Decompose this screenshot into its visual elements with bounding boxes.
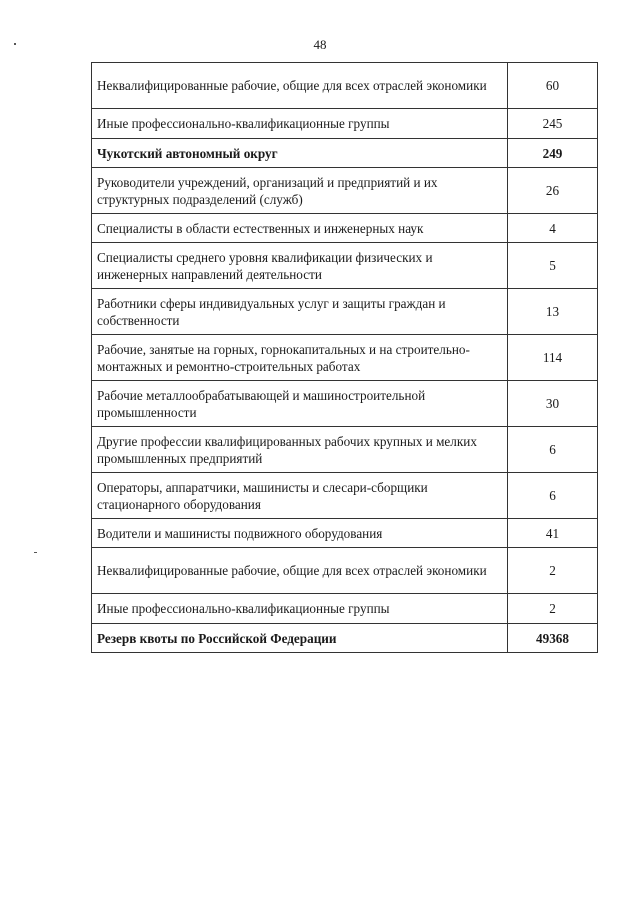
- table-row: [92, 381, 598, 427]
- row-quota-value: 41: [508, 519, 598, 548]
- row-category: Руководители учреждений, организаций и предприятий и их структурных подразделений (служб): [92, 168, 508, 214]
- table-row: [92, 473, 598, 519]
- table-row: [92, 594, 598, 624]
- row-category: Водители и машинисты подвижного оборудования: [92, 519, 508, 548]
- row-category: Иные профессионально-квалификационные группы: [92, 109, 508, 139]
- row-quota-value: 4: [508, 214, 598, 243]
- table-row: [92, 63, 598, 109]
- quota-table-body: [92, 63, 598, 653]
- page-number: 48: [313, 37, 327, 52]
- table-row: [92, 168, 598, 214]
- table-row: [92, 243, 598, 289]
- row-category: Операторы, аппаратчики, машинисты и слесари-сборщики стационарного оборудования: [92, 473, 508, 519]
- row-quota-value: 2: [508, 548, 598, 594]
- row-category: Рабочие металлообрабатывающей и машиностроительной промышленности: [92, 381, 508, 427]
- table-row: [92, 624, 598, 653]
- row-quota-value: 30: [508, 381, 598, 427]
- row-category: Специалисты среднего уровня квалификации физических и инженерных направлений деятельности: [92, 243, 508, 289]
- table-row: [92, 427, 598, 473]
- row-quota-value: 249: [508, 139, 598, 168]
- table-row: [92, 109, 598, 139]
- row-category: Работники сферы индивидуальных услуг и защиты граждан и собственности: [92, 289, 508, 335]
- row-quota-value: 49368: [508, 624, 598, 653]
- row-category: Неквалифицированные рабочие, общие для всех отраслей экономики: [92, 63, 508, 109]
- row-category: Чукотский автономный округ: [92, 139, 508, 168]
- table-row: [92, 335, 598, 381]
- table-row: [92, 519, 598, 548]
- scan-speck: [14, 43, 16, 45]
- table-row: [92, 214, 598, 243]
- row-category: Неквалифицированные рабочие, общие для всех отраслей экономики: [92, 548, 508, 594]
- row-category: Рабочие, занятые на горных, горнокапитальных и на строительно-монтажных и ремонтно-строительных работах: [92, 335, 508, 381]
- row-category: Другие профессии квалифицированных рабочих крупных и мелких промышленных предприятий: [92, 427, 508, 473]
- row-quota-value: 114: [508, 335, 598, 381]
- row-quota-value: 13: [508, 289, 598, 335]
- row-quota-value: 6: [508, 427, 598, 473]
- row-quota-value: 5: [508, 243, 598, 289]
- row-category: Резерв квоты по Российской Федерации: [92, 624, 508, 653]
- row-quota-value: 6: [508, 473, 598, 519]
- row-category: Специалисты в области естественных и инженерных наук: [92, 214, 508, 243]
- table-row: [92, 548, 598, 594]
- row-quota-value: 60: [508, 63, 598, 109]
- scan-speck: [34, 552, 37, 553]
- row-category: Иные профессионально-квалификационные группы: [92, 594, 508, 624]
- table-row: [92, 139, 598, 168]
- row-quota-value: 2: [508, 594, 598, 624]
- table-row: [92, 289, 598, 335]
- quota-table: [91, 62, 598, 653]
- row-quota-value: 26: [508, 168, 598, 214]
- row-quota-value: 245: [508, 109, 598, 139]
